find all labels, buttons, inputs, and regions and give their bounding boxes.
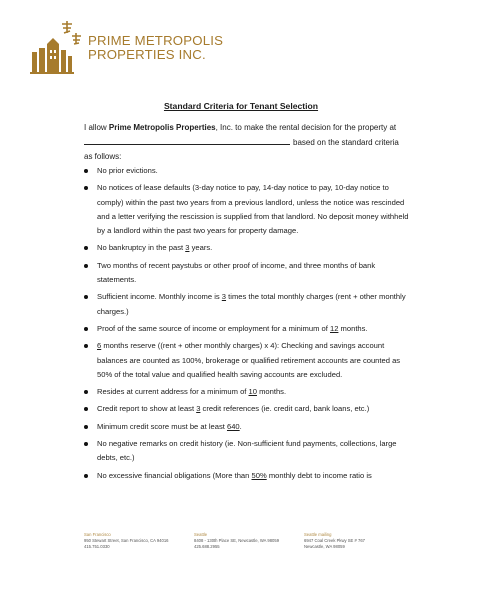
criteria-value: 10 [248, 387, 257, 397]
bullet-icon [84, 442, 88, 446]
criteria-item [84, 259, 414, 288]
bullet-icon [84, 425, 88, 429]
criteria-item [84, 469, 414, 483]
document-title: Standard Criteria for Tenant Selection [163, 101, 319, 111]
bullet-icon [84, 327, 88, 331]
bullet-icon [84, 264, 88, 268]
intro-text-1: I allow [84, 123, 109, 132]
criteria-value: 12 [329, 323, 339, 333]
criteria-text: Minimum credit score must be at least [97, 421, 227, 431]
bullet-icon [84, 407, 88, 411]
bullet-icon [84, 390, 88, 394]
property-address-blank[interactable] [84, 135, 290, 145]
criteria-text: No prior evictions. [97, 166, 158, 175]
bullet-icon [84, 169, 88, 173]
intro-paragraph [84, 121, 414, 164]
criteria-text: No notices of lease defaults (3-day notice to pay, 14-day notice to pay, 10-day notice to comply) within the past two years from a previous landlord, unless the notice was rescinded and a letter verifying the rescission is supplied from that landlord. No deposit money withheld by a landlord within the past two years for property damage. [97, 183, 409, 236]
footer-city: Seattle [194, 532, 208, 537]
criteria-item [84, 420, 414, 434]
criteria-text: No excessive financial obligations (More than [97, 470, 252, 480]
footer [84, 532, 414, 550]
bullet-icon [84, 246, 88, 250]
footer-phone: Newcastle, WA 98059 [304, 544, 345, 549]
criteria-value: 50% [251, 470, 267, 480]
criteria-text: Proof of the same source of income or employment for a minimum of [97, 323, 330, 333]
criteria-value: 3 [221, 292, 227, 302]
footer-office [194, 532, 304, 550]
criteria-item [84, 322, 414, 336]
bullet-icon [84, 344, 88, 348]
footer-phone: 425.688.2955 [194, 544, 220, 549]
company-name-line2: PROPERTIES INC. [88, 47, 206, 62]
criteria-text: months. [256, 387, 287, 397]
criteria-text: Two months of recent paystubs or other proof of income, and three months of bank statements. [97, 260, 376, 285]
bullet-icon [84, 474, 88, 478]
criteria-item [84, 164, 414, 178]
criteria-text: No bankruptcy in the past [97, 243, 186, 253]
criteria-text: times the total monthly charges (rent + other monthly charges.) [97, 292, 406, 316]
footer-office [304, 532, 414, 550]
criteria-text: Credit report to show at least [97, 404, 197, 414]
footer-office [84, 532, 194, 550]
criteria-list [84, 164, 414, 486]
criteria-item [84, 241, 414, 255]
criteria-item [84, 290, 414, 319]
footer-city: San Francisco [84, 532, 111, 537]
criteria-text: monthly debt to income ratio is [266, 470, 372, 480]
criteria-text: Resides at current address for a minimum of [97, 387, 249, 397]
criteria-value: 3 [185, 243, 190, 253]
footer-address: 6947 Coal Creek Pkwy SE # 767 [304, 538, 365, 543]
criteria-value: 640 [226, 421, 240, 431]
intro-company: Prime Metropolis Properties [108, 123, 216, 132]
criteria-value: 6 [97, 341, 102, 351]
criteria-value: 3 [196, 404, 201, 414]
criteria-text: Sufficient income. Monthly income is [97, 292, 222, 302]
criteria-text: months reserve ((rent + other monthly charges) x 4): Checking and savings account balances are counted as 100%, brokerage or qualified retirement accounts are counted as 50% of the total value and qualified health saving accounts are excluded. [97, 341, 401, 379]
intro-text-2: , Inc. to make the rental decision for the property at [215, 123, 397, 132]
intro-text-4: as follows: [84, 152, 122, 161]
intro-text-3: based on the standard criteria [293, 138, 399, 147]
criteria-text: years. [189, 243, 213, 253]
footer-city: Seattle mailing [304, 532, 332, 537]
company-name-line1: PRIME METROPOLIS [88, 33, 224, 48]
bullet-icon [84, 295, 88, 299]
criteria-text: months. [338, 323, 368, 333]
criteria-item [84, 385, 414, 399]
criteria-item [84, 437, 414, 466]
criteria-item [84, 181, 414, 238]
company-logo [26, 18, 223, 78]
bullet-icon [84, 186, 88, 190]
criteria-item [84, 339, 414, 382]
criteria-text: No negative remarks on credit history (ie. Non-sufficient fund payments, collections, large debts, etc.) [97, 439, 397, 463]
footer-phone: 415.751.0330 [84, 544, 110, 549]
footer-address: 950 Stewart Street, San Francisco, CA 94016 [84, 538, 169, 543]
footer-address: 8408 - 130th Place SE, Newcastle, WA 98059 [194, 538, 280, 543]
criteria-text: . [239, 421, 242, 431]
building-logo-icon [26, 18, 84, 78]
company-name [88, 34, 223, 62]
criteria-item [84, 402, 414, 416]
criteria-text: credit references (ie. credit card, bank loans, etc.) [200, 404, 370, 414]
